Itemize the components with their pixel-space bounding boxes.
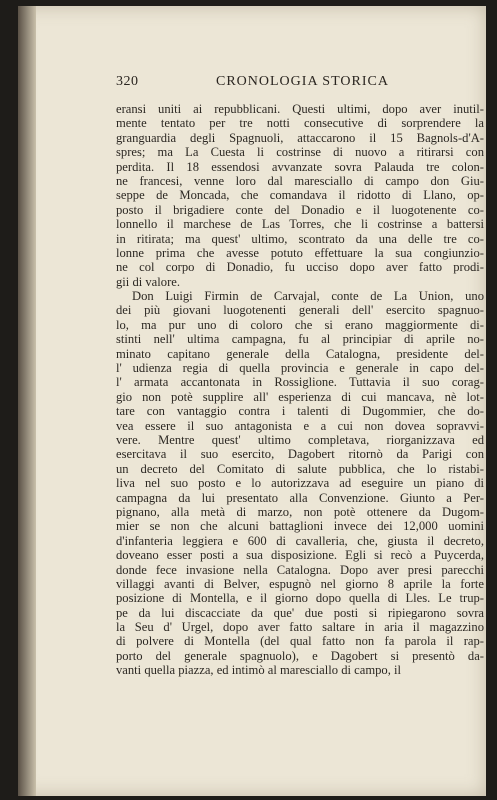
text-line: gio non potè supplire all' esperienza di cui mancava, nè lot- bbox=[116, 389, 484, 404]
text-line: stinti nell' ultima campagna, fu al principiar di aprile no- bbox=[116, 332, 484, 347]
text-line: l' udienza regia di quella provincia e generale in capo del- bbox=[116, 361, 484, 376]
text-line: pignano, alla metà di marzo, non potè ottenere da Dugom- bbox=[116, 504, 484, 519]
text-line: granguardia degli Spagnuoli, attaccarono il 15 Bagnols-d'A- bbox=[116, 130, 484, 145]
text-line: in ritirata; ma quest' ultimo, scontrato da una delle tre co- bbox=[116, 231, 484, 246]
text-line: campagna da lui presentato alla Convenzione. Giunto a Per- bbox=[116, 490, 484, 505]
text-line: d'infanteria leggiera e 600 di cavalleria, che, giusta il decreto, bbox=[116, 533, 484, 548]
text-line: vere. Mentre quest' ultimo completava, riorganizzava ed bbox=[116, 432, 484, 447]
text-line: villaggi avanti di Belver, espugnò nel giorno 8 aprile la forte bbox=[116, 576, 484, 591]
text-line: mente tentato per tre notti consecutive di sorprendere la bbox=[116, 116, 484, 131]
book-page bbox=[18, 6, 486, 796]
text-line: esercitava il suo esercito, Dagobert ritornò da Parigi con bbox=[116, 447, 484, 462]
page-header bbox=[116, 74, 484, 96]
text-line: l' armata accantonata in Rossiglione. Tuttavia il suo corag- bbox=[116, 375, 484, 390]
text-line: dei più giovani luogotenenti generali dell' esercito spagnuo- bbox=[116, 303, 484, 318]
text-line: di polvere di Montella (del qual fatto non fa parola il rap- bbox=[116, 634, 484, 649]
text-line: minato capitano generale della Catalogna, presidente del- bbox=[116, 346, 484, 361]
text-line: lonnello il marchese de Las Torres, che li costrinse a battersi bbox=[116, 217, 484, 232]
text-line: perdita. Il 18 essendosi avvanzate sovra Palauda tre colon- bbox=[116, 159, 484, 174]
text-line: la Seu d' Urgel, dopo aver fatto saltare in aria il magazzino bbox=[116, 620, 484, 635]
text-line: lonne prima che avesse potuto effettuare la sua congiunzio- bbox=[116, 245, 484, 260]
text-line: Don Luigi Firmin de Carvajal, conte de La Union, uno bbox=[132, 289, 484, 304]
text-line: vea essere il suo antagonista e a cui non dovea sopravvi- bbox=[116, 418, 484, 433]
text-line: un decreto del Comitato di salute pubblica, che lo ristabi- bbox=[116, 461, 484, 476]
text-line: doveano esser posti a sua disposizione. Egli si recò a Puycerda, bbox=[116, 548, 484, 563]
text-line: eransi uniti ai repubblicani. Questi ultimi, dopo aver inutil- bbox=[116, 102, 484, 116]
text-line: gii di valore. bbox=[116, 274, 181, 289]
text-line: spres; ma La Cuesta li costrinse di nuovo a ritirarsi con bbox=[116, 145, 484, 160]
running-title: CRONOLOGIA STORICA bbox=[216, 74, 389, 89]
text-line: porto del generale spagnuolo), e Dagobert si presentò da- bbox=[116, 648, 484, 663]
text-line: posto il brigadiere conte del Donadio e il luogotenente co- bbox=[116, 202, 484, 217]
text-line: lo, ma pur uno di coloro che si erano maggiormente di- bbox=[116, 317, 484, 332]
text-line: liva nel suo posto e lo autorizzava ad eseguire un piano di bbox=[116, 476, 484, 491]
text-line: ne col corpo di Donadio, fu ucciso dopo aver fatto prodi- bbox=[116, 260, 484, 275]
text-line: tare con vantaggio contra i talenti di Dugommier, che do- bbox=[116, 404, 484, 419]
text-line: pe da lui discacciate da que' due posti si ripiegarono sovra bbox=[116, 605, 484, 620]
text-line: vanti quella piazza, ed intimò al maresciallo di campo, il bbox=[116, 663, 402, 678]
text-line: mier se non che alcuni battaglioni invece dei 12,000 uomini bbox=[116, 519, 484, 534]
text-line: ne francesi, venne loro dal maresciallo di campo don Giu- bbox=[116, 173, 484, 188]
text-line: seppe de Moncada, che comandava il ridotto di Llano, op- bbox=[116, 188, 484, 203]
page-gutter-shadow bbox=[18, 6, 36, 796]
page-body-text bbox=[116, 102, 484, 678]
text-line: donde fece invasione nella Catalogna. Dopo aver presi parecchi bbox=[116, 562, 484, 577]
text-line: posizione di Montella, e il giorno dopo quella di Lles. Le trup- bbox=[116, 591, 484, 606]
page-number: 320 bbox=[116, 74, 139, 89]
